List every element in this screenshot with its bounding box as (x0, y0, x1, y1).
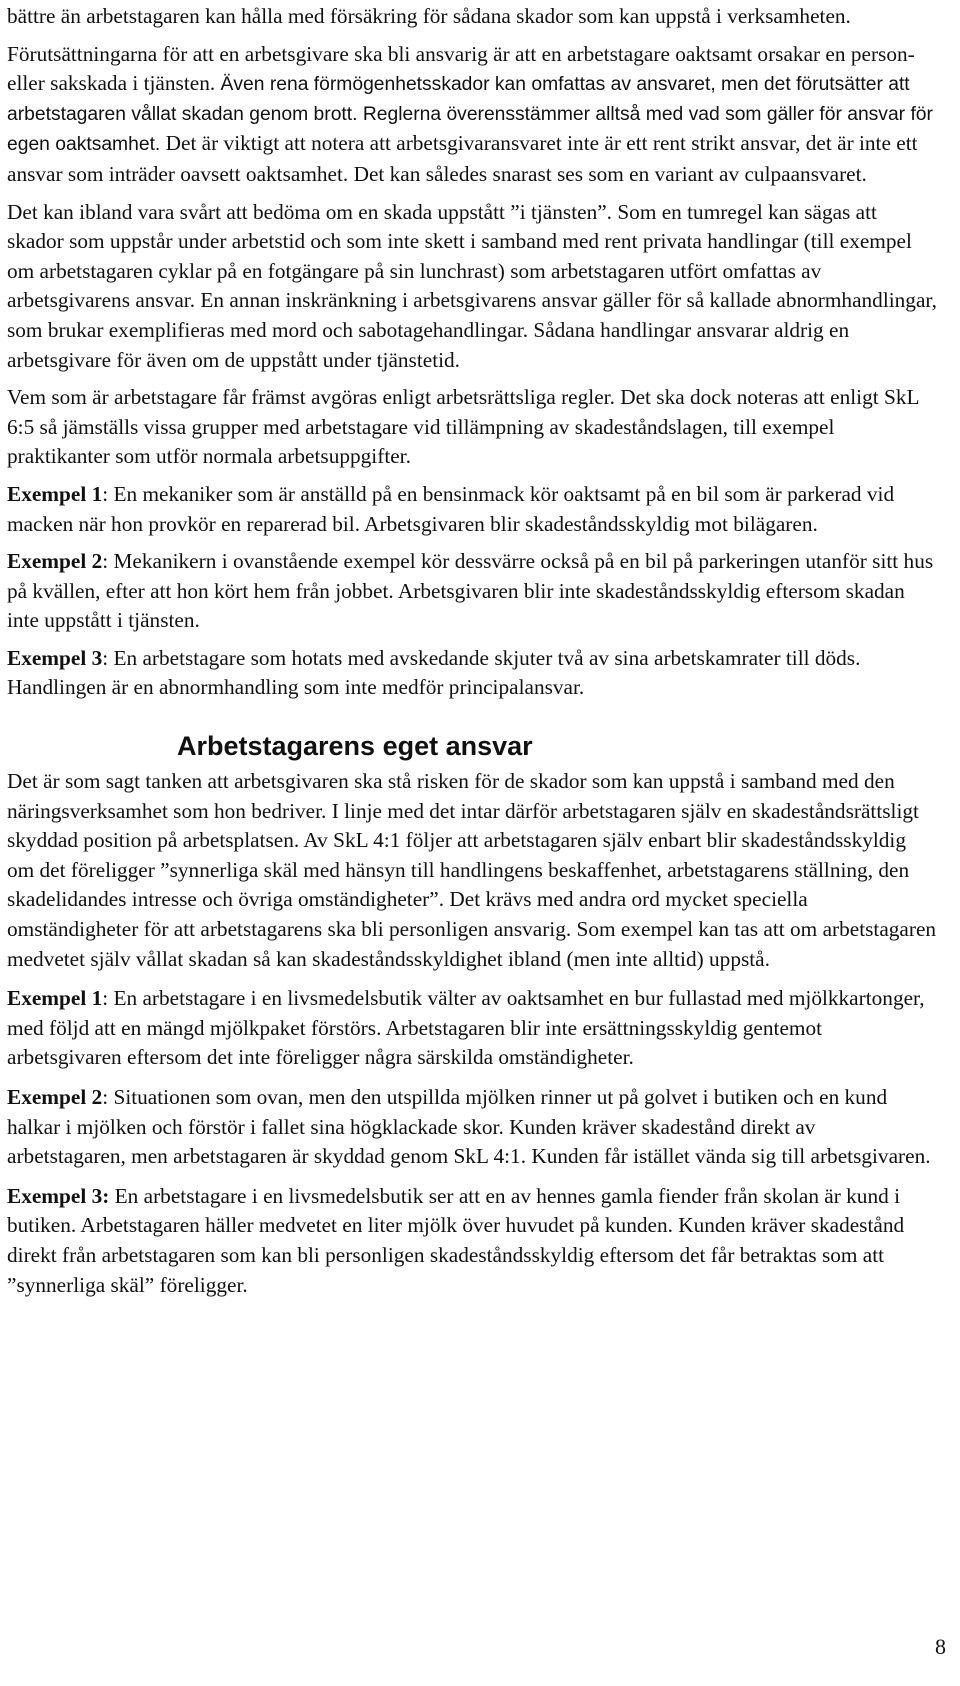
example-paragraph: Exempel 3: En arbetstagare i en livsmedelsbutik ser att en av hennes gamla fiender från skolan är kund i butiken. Arbetstagaren häller medvetet en liter mjölk över huvudet på kunden. Kunden kräver skadestånd direkt från arbetstagaren som kan bli personligen skadeståndsskyldig eftersom det får betraktas som att ”synnerliga skäl” föreligger. (7, 1183, 905, 1297)
example-paragraph: Exempel 2: Situationen som ovan, men den utspillda mjölken rinner ut på golvet i butiken och en kund halkar i mjölken och förstör i fallet sina högklackade skor. Kunden kräver skadestånd direkt av arbetstagaren, men arbetstagaren är skyddad genom SkL 4:1. Kunden får istället vända sig till arbetsgivaren. (7, 1085, 931, 1169)
example-paragraph: Exempel 1: En mekaniker som är anställd på en bensinmack kör oaktsamt på en bil som är parkerad vid macken när hon provkör en reparerad bil. Arbetsgivaren blir skadeståndsskyldig mot bilägaren. (7, 481, 895, 536)
example-label: Exempel 3: (7, 1183, 110, 1208)
example-label: Exempel 2 (7, 1085, 103, 1109)
paragraph-in-service: Det kan ibland vara svårt att bedöma om en skada uppstått ”i tjänsten”. Som en tumregel kan sägas att skador som uppstår under arbetstid och som inte skett i samband med rent privata handlingar (till exempel om arbetstagaren cyklar på en fotgängare på sin lunchrast) som arbetstagaren utfört omfattas av arbetsgivarens ansvar. En annan inskränkning i arbetsgivarens ansvar gäller för så kallade abnormhandlingar, som brukar exemplifieras med mord och sabotagehandlingar. Sådana handlingar ansvarar aldrig en arbetsgivare för även om de uppstått under tjänstetid. (7, 199, 937, 372)
page-number: 8 (935, 1634, 946, 1659)
paragraph-prerequisites: Förutsättningarna för att en arbetsgivare ska bli ansvarig är att en arbetstagare oaktsamt orsakar en person- eller sakskada i tjänsten. Även rena förmögenhetsskador kan omfattas av ansvaret, men det förutsätter att arbetstagaren vållat skadan genom brott. Reglerna överensstämmer alltså med vad som gäller för ansvar för egen oaktsamhet. Det är viktigt att notera att arbetsgivaransvaret inte är ett rent strikt ansvar, det är inte ett ansvar som inträder oavsett oaktsamhet. Det kan således snarast ses som en variant av culpaansvaret. (7, 41, 933, 186)
document-page (7, 2, 937, 1300)
example-label: Exempel 1 (7, 986, 103, 1011)
section-heading: Arbetstagarens eget ansvar (177, 731, 533, 762)
paragraph-continued: bättre än arbetstagaren kan hålla med försäkring för sådana skador som kan uppstå i verksamheten. (7, 4, 851, 28)
paragraph-employee-liability: Det är som sagt tanken att arbetsgivaren ska stå risken för de skador som kan uppstå i samband med den näringsverksamhet som hon bedriver. I linje med det intar därför arbetstagaren själv en skadeståndsrättsligt skyddad position på arbetsplatsen. Av SkL 4:1 följer att arbetstagaren själv enbart blir skadeståndsskyldig om det föreligger ”synnerliga skäl med hänsyn till handlingens beskaffenhet, arbetstagarens ställning, den skadelidandes intresse och övriga omständigheter”. Det krävs med andra ord mycket speciella omständigheter för att arbetstagarens ska bli personligen ansvarig. Som exempel kan tas att om arbetstagaren medvetet själv vållat skadan så kan skadeståndsskyldighet ibland (men inte alltid) uppstå. (7, 769, 937, 971)
example-paragraph: Exempel 2: Mekanikern i ovanstående exempel kör dessvärre också på en bil på parkeringen utanför sitt hus på kvällen, efter att hon kört hem från jobbet. Arbetsgivaren blir inte skadeståndsskyldig eftersom skadan inte uppstått i tjänsten. (7, 549, 934, 633)
example-label: Exempel 3 (7, 645, 103, 670)
paragraph-who-is-employee: Vem som är arbetstagare får främst avgöras enligt arbetsrättsliga regler. Det ska dock noteras att enligt SkL 6:5 så jämställs vissa grupper med arbetstagare vid tillämpning av skadeståndslagen, till exempel praktikanter som utför normala arbetsuppgifter. (7, 385, 919, 469)
example-paragraph: Exempel 3: En arbetstagare som hotats med avskedande skjuter två av sina arbetskamrater till döds. Handlingen är en abnormhandling som inte medför principalansvar. (7, 645, 861, 700)
example-label: Exempel 2 (7, 549, 103, 574)
example-paragraph: Exempel 1: En arbetstagare i en livsmedelsbutik välter av oaktsamhet en bur fullastad med mjölkkartonger, med följd att en mängd mjölkpaket förstörs. Arbetstagaren blir inte ersättningsskyldig gentemot arbetsgivaren eftersom det inte föreligger några särskilda omständigheter. (7, 986, 925, 1070)
example-label: Exempel 1 (7, 481, 103, 506)
